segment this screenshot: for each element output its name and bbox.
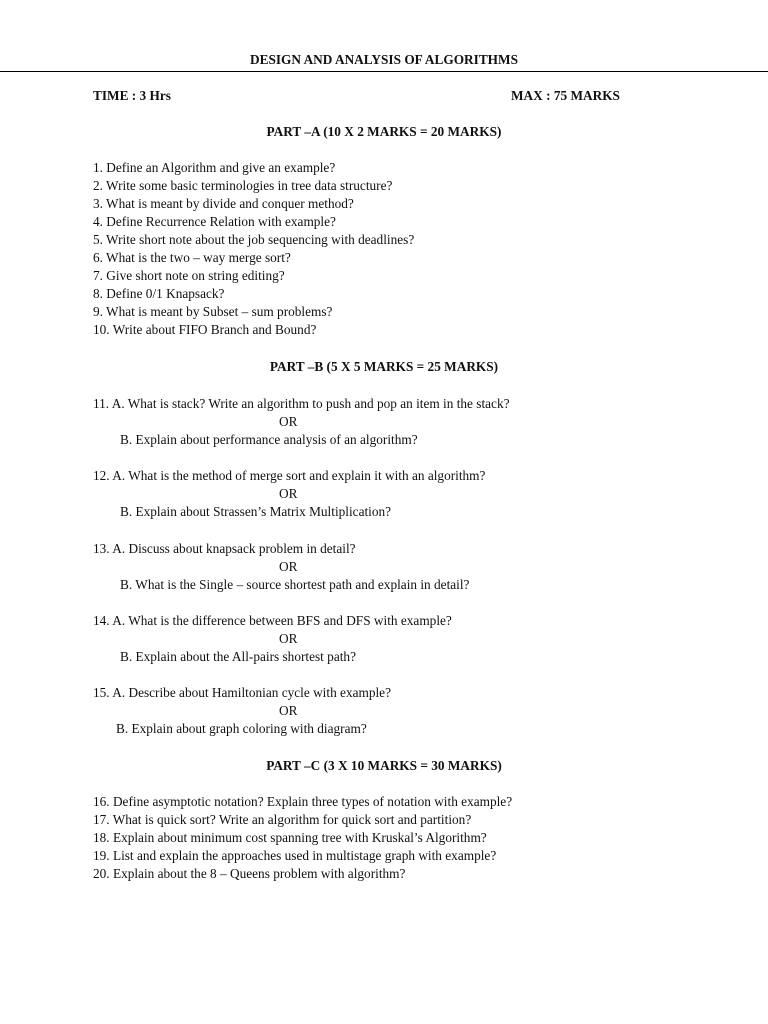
list-item: 1. Define an Algorithm and give an example? [93,160,336,175]
question-option-b: B. Explain about Strassen’s Matrix Multiplication? [120,504,392,519]
or-label: OR [279,559,298,574]
list-item: 2. Write some basic terminologies in tree data structure? [93,178,393,193]
list-item: 9. What is meant by Subset – sum problems? [93,304,333,319]
list-item: 17. What is quick sort? Write an algorithm for quick sort and partition? [93,812,472,827]
list-item: 10. Write about FIFO Branch and Bound? [93,322,317,337]
question-option-a: 15. A. Describe about Hamiltonian cycle with example? [93,685,391,700]
part-a-list [93,159,414,339]
question-15 [93,684,391,738]
part-c-heading: PART –C (3 X 10 MARKS = 30 MARKS) [266,758,502,773]
question-14 [93,612,452,666]
list-item: 7. Give short note on string editing? [93,268,285,283]
question-option-b: B. Explain about the All-pairs shortest path? [120,649,356,664]
list-item: 4. Define Recurrence Relation with example? [93,214,336,229]
part-c-list [93,793,512,883]
list-item: 3. What is meant by divide and conquer method? [93,196,354,211]
header-divider [0,71,768,72]
list-item: 18. Explain about minimum cost spanning tree with Kruskal’s Algorithm? [93,830,487,845]
or-label: OR [279,631,298,646]
exam-max-marks: MAX : 75 MARKS [511,88,620,103]
question-option-b: B. Explain about performance analysis of an algorithm? [120,432,418,447]
question-option-b: B. Explain about graph coloring with diagram? [116,721,367,736]
or-label: OR [279,486,298,501]
list-item: 16. Define asymptotic notation? Explain three types of notation with example? [93,794,513,809]
question-12 [93,467,485,521]
question-option-a: 14. A. What is the difference between BFS and DFS with example? [93,613,452,628]
list-item: 5. Write short note about the job sequencing with deadlines? [93,232,415,247]
question-option-a: 12. A. What is the method of merge sort and explain it with an algorithm? [93,468,486,483]
part-b-heading: PART –B (5 X 5 MARKS = 25 MARKS) [269,359,499,374]
or-label: OR [279,703,298,718]
list-item: 20. Explain about the 8 – Queens problem with algorithm? [93,866,406,881]
question-option-a: 13. A. Discuss about knapsack problem in detail? [93,541,356,556]
or-label: OR [279,414,298,429]
list-item: 8. Define 0/1 Knapsack? [93,286,225,301]
question-option-a: 11. A. What is stack? Write an algorithm to push and pop an item in the stack? [93,396,510,411]
exam-time: TIME : 3 Hrs [93,88,171,103]
question-11 [93,395,510,449]
question-13 [93,540,469,594]
question-option-b: B. What is the Single – source shortest path and explain in detail? [120,577,470,592]
part-a-heading: PART –A (10 X 2 MARKS = 20 MARKS) [266,124,502,139]
list-item: 19. List and explain the approaches used in multistage graph with example? [93,848,497,863]
exam-title: DESIGN AND ANALYSIS OF ALGORITHMS [250,52,518,67]
list-item: 6. What is the two – way merge sort? [93,250,291,265]
